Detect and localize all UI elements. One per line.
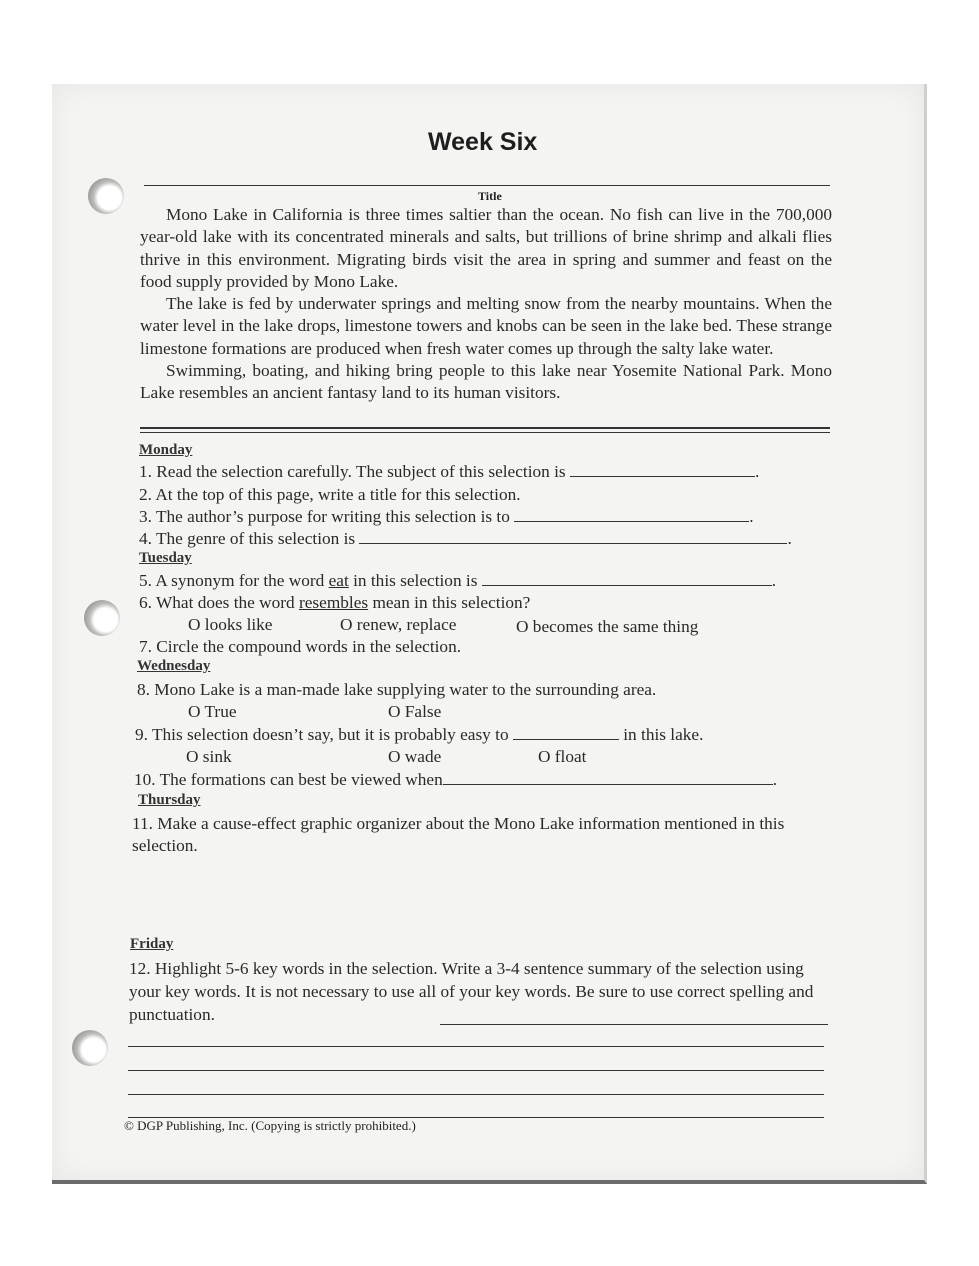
answer-blank[interactable]: [443, 770, 773, 785]
question-9: [135, 725, 703, 745]
answer-option[interactable]: O float: [538, 747, 587, 766]
question-12: 12. Highlight 5-6 key words in the selection. Write a 3-4 sentence summary of the selection using your key words. It is not necessary to use all of your key words. Be sure to use correct spelling and punctuation.: [129, 959, 814, 1024]
copyright-footer: © DGP Publishing, Inc. (Copying is strictly prohibited.): [124, 1118, 416, 1133]
question-6: [139, 593, 530, 613]
question-6-text: 6. What does the word: [139, 593, 295, 612]
vocab-word: resembles: [299, 593, 369, 612]
passage-paragraph: Swimming, boating, and hiking bring people to this lake near Yosemite National Park. Mono Lake resembles an ancient fantasy land to its human visitors.: [140, 361, 832, 403]
question-10-text: 10. The formations can best be viewed when: [134, 770, 443, 789]
passage-paragraph: The lake is fed by underwater springs and melting snow from the nearby mountains. When the water level in the lake drops, limestone towers and knobs can be seen in the lake bed. These strange limestone formations are produced when fresh water comes up through the salty lake water.: [140, 294, 832, 358]
question-3-text: 3. The author’s purpose for writing this selection is to: [139, 507, 510, 526]
binder-hole: [84, 600, 120, 636]
thursday-label: Thursday: [138, 792, 201, 808]
answer-option[interactable]: O False: [388, 702, 442, 721]
answer-option[interactable]: O renew, replace: [340, 615, 457, 634]
tuesday-label: Tuesday: [139, 550, 192, 566]
question-9-text: in this lake.: [623, 725, 704, 744]
answer-line[interactable]: [128, 1094, 824, 1095]
question-1-text: 1. Read the selection carefully. The subject of this selection is: [139, 462, 566, 481]
question-5: 5. A synonym for the word eat in this selection is .: [139, 571, 777, 590]
question-6-text: mean in this selection?: [372, 593, 531, 612]
answer-option[interactable]: O wade: [388, 747, 442, 766]
question-5-text: 5. A synonym for the word: [139, 571, 325, 590]
answer-line[interactable]: [128, 1046, 824, 1047]
answer-blank[interactable]: [359, 529, 787, 544]
question-2: 2. At the top of this page, write a title for this selection.: [139, 485, 521, 504]
answer-line[interactable]: [440, 1024, 828, 1025]
answer-option[interactable]: O True: [188, 702, 237, 721]
question-9-text: 9. This selection doesn’t say, but it is probably easy to: [135, 725, 509, 744]
question-4-text: 4. The genre of this selection is: [139, 529, 356, 548]
question-4: 4. The genre of this selection is .: [139, 529, 792, 548]
question-5-text: in this selection is: [353, 571, 478, 590]
title-label: Title: [478, 189, 502, 203]
binder-hole: [88, 178, 124, 214]
answer-blank[interactable]: [514, 507, 749, 522]
answer-option[interactable]: O becomes the same thing: [516, 617, 699, 636]
answer-blank[interactable]: [570, 462, 755, 477]
answer-blank[interactable]: [513, 725, 619, 740]
question-3: 3. The author’s purpose for writing this selection is to .: [139, 507, 754, 526]
monday-label: Monday: [139, 442, 193, 458]
question-11: 11. Make a cause-effect graphic organizer about the Mono Lake information mentioned in this selection.: [132, 814, 785, 855]
question-7: 7. Circle the compound words in the selection.: [139, 637, 462, 656]
answer-line[interactable]: [128, 1070, 824, 1071]
question-8: 8. Mono Lake is a man-made lake supplying water to the surrounding area.: [137, 680, 657, 699]
binder-hole: [72, 1030, 108, 1066]
wednesday-label: Wednesday: [137, 658, 211, 674]
friday-label: Friday: [130, 936, 174, 952]
answer-option[interactable]: O sink: [186, 747, 232, 766]
answer-option[interactable]: O looks like: [188, 615, 273, 634]
reading-passage: [140, 204, 832, 405]
vocab-word: eat: [328, 571, 349, 590]
question-10: 10. The formations can best be viewed when .: [134, 770, 778, 789]
title-line: [144, 185, 830, 186]
passage-paragraph: Mono Lake in California is three times saltier than the ocean. No fish can live in the 700,000 year-old lake with its concentrated minerals and salts, but trillions of brine shrimp and alkali flies thrive in this environment. Migrating birds visit the area in spring and summer and feast on the food supply provided by Mono Lake.: [140, 205, 832, 291]
passage-divider: [140, 427, 830, 429]
passage-divider: [140, 432, 830, 433]
page-title: Week Six: [428, 128, 538, 156]
question-1: 1. Read the selection carefully. The subject of this selection is .: [139, 462, 760, 481]
answer-blank[interactable]: [482, 571, 772, 586]
